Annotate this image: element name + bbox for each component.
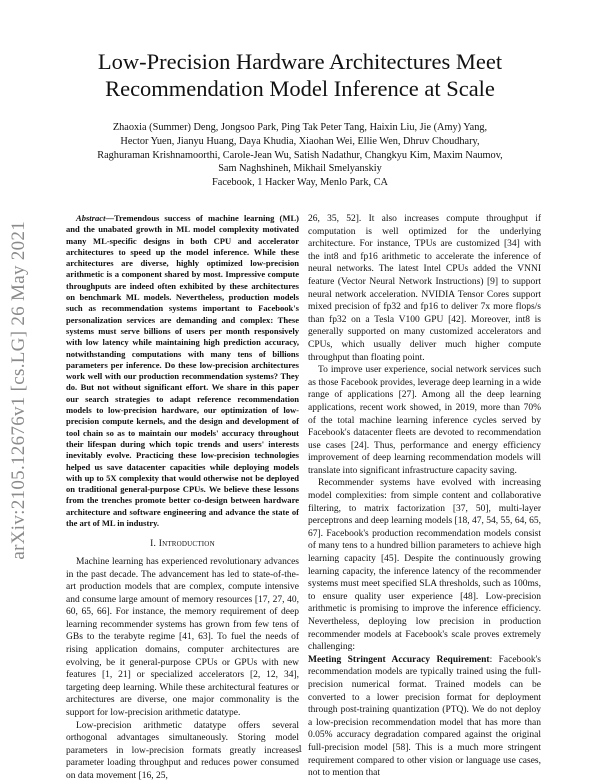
abstract-label: Abstract — [76, 213, 106, 223]
title-line-2: Recommendation Model Inference at Scale — [105, 76, 495, 101]
section-heading-introduction — [66, 538, 299, 551]
abstract — [66, 213, 299, 529]
section-title: Introduction — [158, 539, 215, 550]
affiliation: Facebook, 1 Hacker Way, Menlo Park, CA — [212, 177, 388, 189]
abstract-text: —Tremendous success of machine learning (ML) and the unabated growth in ML model complexity motivated many ML-specific designs in both CPU and accelerator architectures to speed up the model inference. While these architectures are diverse, highly optimized low-precision arithmetic is a component shared by most. Impressive compute throughputs are indeed often exhibited by these architectures on benchmark ML models. Nevertheless, production models such as recommendation systems important to Facebook's personalization services are demanding and complex: These systems must serve billions of users per month responsively with low latency while maintaining high prediction accuracy, notwithstanding computations with many tens of billions parameters per inference. Do these low-precision architectures work well with our production recommendation systems? They do. But not without significant effort. We share in this paper our search strategies to adapt reference recommendation models to low-precision hardware, our optimization of low-precision compute kernels, and the design and development of tool chain so as to maintain our models' accuracy throughout their lifespan during which topic trends and users' interests inevitably evolve. Practicing these low-precision technologies helped us save datacenter capacities while deploying models with up to 5X complexity that would otherwise not be deployed on traditional general-purpose CPUs. We believe these lessons from the trenches promote better co-design between hardware architecture and software engineering and advance the state of the art of ML in industry. — [66, 213, 299, 529]
intro-paragraph-2: Low-precision arithmetic datatype offers several orthogonal advantages simultaneously. Storing model parameters in low-precision formats greatly increases parameter loading throughput and reduces power consumed on data movement [16, 25, — [66, 720, 299, 781]
author-line: Zhaoxia (Summer) Deng, Jongsoo Park, Ping Tak Peter Tang, Haixin Liu, Jie (Amy) Yang, — [112, 122, 488, 133]
intro-paragraph-1: Machine learning has experienced revolutionary advances in the past decade. The advancement has led to state-of-the-art production models that are complex, compute intensive and consume large amount of memory resources [17, 27, 40, 60, 65, 66]. For instance, the memory requirement of deep learning recommender systems has grown from few tens of GBs to the terabyte regime [41, 63]. To fuel the needs of rising application domains, computer architectures are evolving, be it general-purpose CPUs or GPUs with new features [1, 21] or specialized accelerators [2, 12, 34], targeting deep learning. While these architectural features or architectures are diverse, one major commonality is the support for low-precision arithmetic datatype. — [66, 556, 299, 719]
author-line: Sam Naghshineh, Mikhail Smelyanskiy — [218, 163, 382, 175]
run-in-heading: Meeting Stringent Accuracy Requirement — [308, 654, 490, 665]
right-paragraph-2: To improve user experience, social network services such as those Facebook provides, leverage deep learning in a wide range of applications [27]. Among all the deep learning applications, recent work showed, in 2019, more than 70% of the total machine learning inference cycles served by Facebook's datacenter fleets are devoted to recommendation use cases [24]. Thus, performance and energy efficiency improvement of deep learning recommendation models will translate into significant infrastructure capacity saving. — [308, 365, 541, 476]
author-block — [60, 121, 540, 190]
title-line-1: Low-Precision Hardware Architectures Meet — [97, 49, 503, 74]
right-column — [308, 213, 541, 780]
right-paragraph-4 — [308, 654, 541, 780]
right-paragraph-1: 26, 35, 52]. It also increases compute throughput if computation is well optimized for the underlying architecture. For instance, TPUs are customized [34] with the int8 and fp16 arithmetic to accelerate the inference of neural networks. The latest Intel CPUs added the VNNI feature (Vector Neural Network Instructions) [9] to support neural network acceleration. NVIDIA Tensor Cores support mixed precision of fp32 and fp16 to deliver 7x more flops/s than fp32 on a Tesla V100 GPU [42]. Moreover, int8 is generally supported on many customized accelerators and CPUs, which usually deliver much higher compute throughput than floating point. — [308, 214, 541, 363]
author-line: Hector Yuen, Jianyu Huang, Daya Khudia, Xiaohan Wei, Ellie Wen, Dhruv Choudhary, — [120, 135, 480, 147]
page-number: 1 — [297, 744, 303, 755]
left-column — [66, 213, 299, 783]
right-paragraph-4-text: : Facebook's recommendation models are typically trained using the full-precision numerical format. Trained models can be converted to a lower precision format for deployment through post-training quantization (PTQ). We do not deploy a low-precision recommendation model that has more than 0.05% accuracy degradation compared against the original full-precision model [58]. This is a much more stringent requirement compared to other vision or language use cases, not to mention that — [308, 654, 541, 779]
section-numeral: I. — [150, 539, 157, 550]
author-line: Raghuraman Krishnamoorthi, Carole-Jean Wu, Satish Nadathur, Changkyu Kim, Maxim Naumov, — [97, 149, 503, 161]
right-paragraph-3: Recommender systems have evolved with increasing model complexities: from simple content and collaborative filtering, to matrix factorization [37, 50], multi-layer perceptrons and deep learning models [18, 47, 54, 55, 64, 65, 67]. Facebook's production recommendation models consist of many tens to a hundred billion parameters to achieve high learning capacity [45]. Despite the continuously growing learning capacity, the inference latency of the recommender systems must meet specified SLA thresholds, such as 100ms, to ensure quality user experience [48]. Low-precision arithmetic is promising to improve the inference efficiency. Nevertheless, deploying low precision in production recommender models at Facebook's scale proves extremely challenging: — [308, 478, 541, 653]
arxiv-stamp — [6, 200, 32, 580]
arxiv-identifier: arXiv:2105.12676v1 [cs.LG] 26 May 2021 — [8, 220, 29, 560]
paper-title — [60, 48, 540, 102]
